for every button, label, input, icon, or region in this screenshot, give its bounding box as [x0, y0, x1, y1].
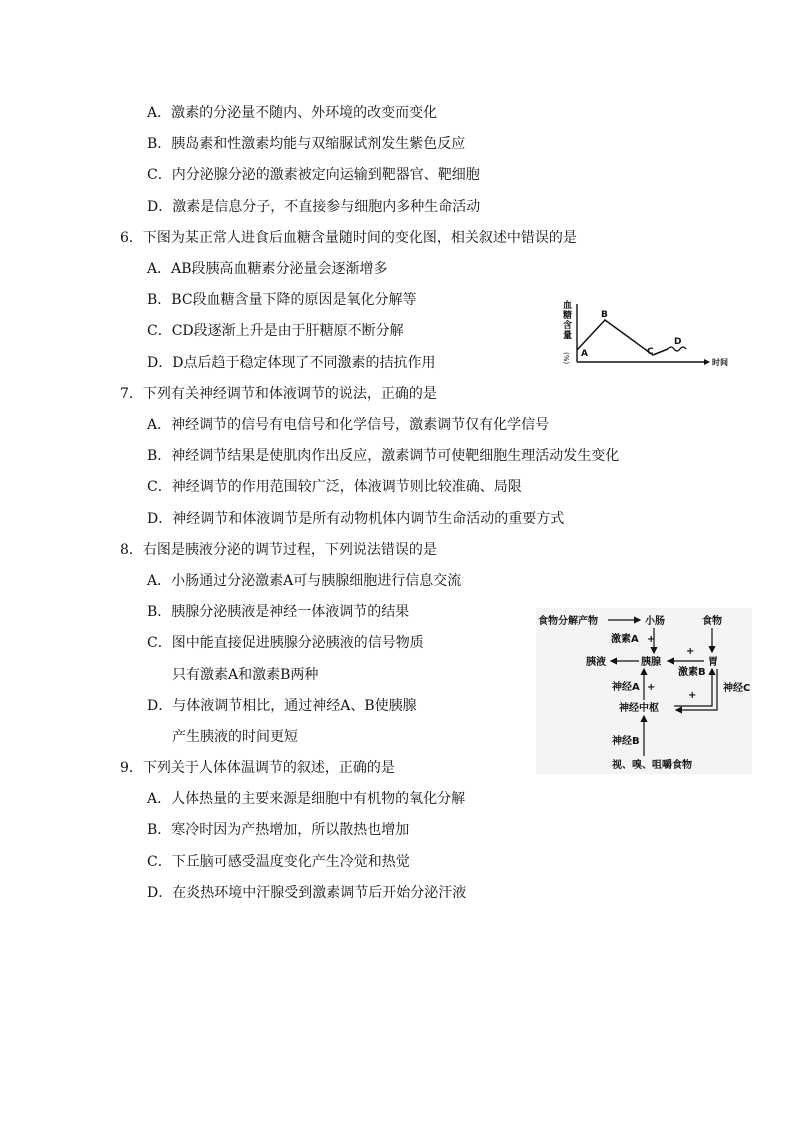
graph-xlabel: 时间: [712, 358, 728, 367]
graph-ylabel-1: 血: [563, 301, 573, 311]
node-nerve-center: 神经中枢: [619, 703, 659, 714]
blood-glucose-graph: [560, 296, 740, 372]
q7-option-d: D．神经调节和体液调节是所有动物机体内调节生命活动的重要方式: [147, 511, 565, 527]
q5-option-b: B．胰岛素和性激素均能与双缩脲试剂发生紫色反应: [147, 136, 466, 152]
node-stomach: 胃: [708, 657, 718, 668]
q8-option-d: D．与体液调节相比，通过神经A、B使胰腺: [147, 698, 417, 714]
q5-option-c: C．内分泌腺分泌的激素被定向运输到靶器官、靶细胞: [147, 167, 480, 183]
q9-option-a: A．人体热量的主要来源是细胞中有机物的氧化分解: [147, 791, 466, 807]
q8-option-b: B．胰腺分泌胰液是神经一体液调节的结果: [147, 604, 410, 620]
label-hormone-a: 激素A: [611, 634, 639, 645]
graph-x-arrow: [704, 359, 710, 365]
graph-curve: [577, 320, 668, 355]
node-senses: 视、嗅、咀嚼食物: [612, 760, 692, 771]
q6-option-c: C．CD段逐渐上升是由于肝糖原不断分解: [147, 323, 404, 339]
node-small-intestine: 小肠: [645, 616, 665, 627]
graph-wave: [668, 347, 686, 351]
q9-option-c: C．下丘脑可感受温度变化产生冷觉和热觉: [147, 854, 410, 870]
q8-option-d-continued: 产生胰液的时间更短: [172, 729, 298, 745]
graph-point-a: A: [581, 349, 588, 359]
q7-option-b: B．神经调节结果是使肌肉作出反应，激素调节可使靶细胞生理活动发生变化: [147, 448, 620, 464]
graph-ylabel-4: 量: [563, 331, 573, 341]
graph-point-c: C: [647, 347, 654, 357]
label-nerve-a: 神经A: [612, 682, 640, 693]
q8-option-c-continued: 只有激素A和激素B两种: [172, 667, 319, 683]
q6-stem: 6．下图为某正常人进食后血糖含量随时间的变化图，相关叙述中错误的是: [120, 230, 577, 246]
q5-option-a: A．激素的分泌量不随内、外环境的改变而变化: [147, 105, 438, 121]
node-pancreatic-juice: 胰液: [586, 657, 606, 668]
q6-option-a: A．AB段胰高血糖素分泌量会逐渐增多: [147, 261, 388, 277]
q7-option-c: C．神经调节的作用范围较广泛，体液调节则比较准确、局限: [147, 479, 522, 495]
q8-option-a: A．小肠通过分泌激素A可与胰腺细胞进行信息交流: [147, 573, 462, 589]
q9-stem: 9．下列关于人体体温调节的叙述，正确的是: [120, 760, 395, 776]
graph-point-d: D: [674, 337, 682, 347]
q8-stem: 8．右图是胰液分泌的调节过程，下列说法错误的是: [120, 542, 437, 558]
q6-option-d: D．D点后趋于稳定体现了不同激素的拮抗作用: [147, 355, 436, 371]
pancreatic-secretion-diagram: [536, 608, 752, 774]
label-hormone-b: 激素B: [678, 667, 706, 678]
plus-hormone-a: +: [647, 634, 656, 645]
plus-nerve-a: +: [647, 682, 656, 693]
q5-option-d: D．激素是信息分子，不直接参与细胞内多种生命活动: [147, 199, 481, 215]
graph-yunit: (%): [562, 352, 570, 365]
graph-ylabel-3: 含: [563, 321, 573, 331]
q9-option-d: D．在炎热环境中汗腺受到激素调节后开始分泌汗液: [147, 885, 467, 901]
plus-stomach: +: [686, 646, 695, 657]
q6-option-b: B．BC段血糖含量下降的原因是氧化分解等: [147, 292, 417, 308]
node-pancreas: 胰腺: [641, 657, 661, 668]
node-food-products: 食物分解产物: [538, 616, 598, 627]
q9-option-b: B．寒冷时因为产热增加，所以散热也增加: [147, 822, 410, 838]
q7-stem: 7．下列有关神经调节和体液调节的说法，正确的是: [120, 386, 437, 402]
q7-option-a: A．神经调节的信号有电信号和化学信号，激素调节仅有化学信号: [147, 417, 550, 433]
q8-option-c: C．图中能直接促进胰腺分泌胰液的信号物质: [147, 635, 424, 651]
label-nerve-b: 神经B: [612, 736, 640, 747]
graph-ylabel-2: 糖: [563, 311, 573, 321]
graph-point-b: B: [601, 310, 608, 320]
label-nerve-c: 神经C: [723, 683, 751, 694]
node-food: 食物: [702, 616, 722, 627]
plus-nerve-c: +: [688, 690, 697, 701]
